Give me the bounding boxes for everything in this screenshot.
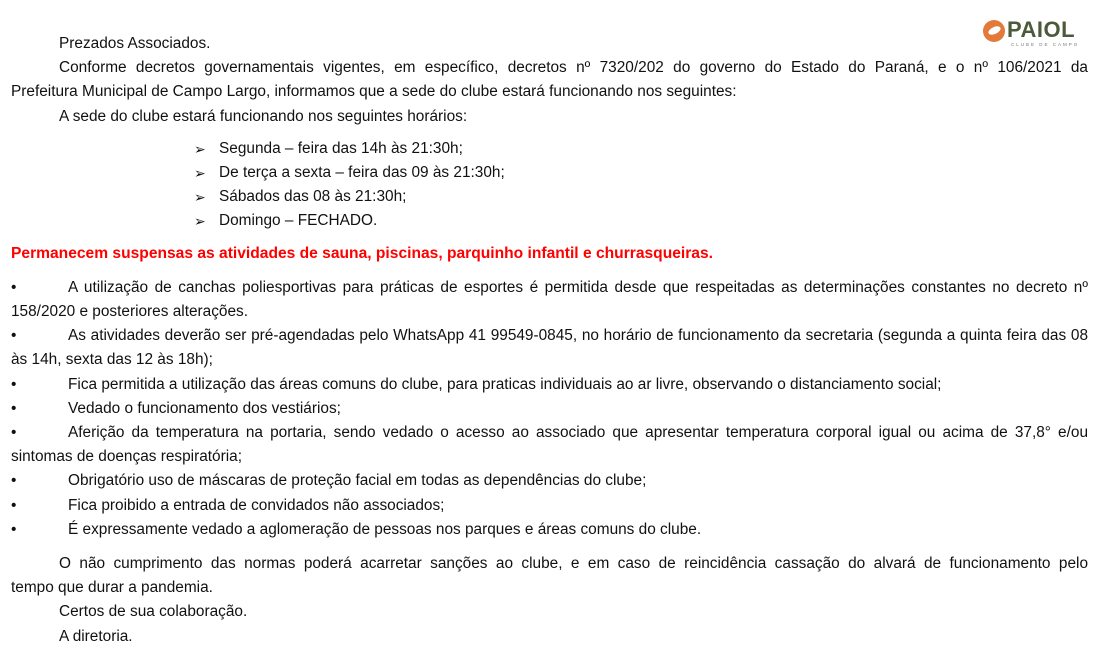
rule-item [11,494,1088,518]
hours-item [11,161,1088,185]
intro-line-1: Conforme decretos governamentais vigentes, em específico, decretos nº 7320/202 do governo do Estado do Paraná, e o nº 106/2021 da [59,59,1088,77]
rule-item [11,397,1088,421]
rule-text: Fica proibido a entrada de convidados não associados; [68,496,445,514]
rule-item [11,324,1088,372]
rule-item [11,276,1088,324]
rules-list [11,276,1088,542]
logo-subtitle: CLUBE DE CAMPO [1011,42,1080,47]
hours-intro: A sede do clube estará funcionando nos seguintes horários: [59,107,468,125]
hours-item [11,209,1088,233]
arrow-bullet-icon: ➢ [194,189,206,206]
bullet-icon: • [11,496,17,514]
closing-line-2: tempo que durar a pandemia. [11,579,213,597]
arrow-bullet-icon: ➢ [194,213,206,230]
rule-item [11,373,1088,397]
bullet-icon: • [11,278,17,296]
rule-text: As atividades deverão ser pré-agendadas pelo WhatsApp 41 99549-0845, no horário de funcionamento da secretaria (segunda a quinta feira das 08 às 14h, sexta das 12 às 18h); [11,327,1088,369]
suspended-notice: Permanecem suspensas as atividades de sauna, piscinas, parquinho infantil e churrasqueiras. [11,244,713,262]
bullet-icon: • [11,472,17,490]
arrow-bullet-icon: ➢ [194,165,206,182]
bullet-icon: • [11,424,17,442]
hours-text: Domingo – FECHADO. [219,212,378,230]
rule-text: Vedado o funcionamento dos vestiários; [68,399,341,417]
closing-line-1: O não cumprimento das normas poderá acarretar sanções ao clube, e em caso de reincidência cassação do alvará de funcionamento pelo [59,555,1088,573]
notice-document [11,32,1088,649]
bullet-icon: • [11,375,17,393]
logo-word: PAIOL [1007,17,1076,42]
intro-line-2: Prefeitura Municipal de Campo Largo, informamos que a sede do clube estará funcionando nos seguintes: [11,83,737,101]
hours-list [11,137,1088,234]
rule-text: Fica permitida a utilização das áreas comuns do clube, para praticas individuais ao ar livre, observando o distanciamento social; [68,375,942,393]
bullet-icon: • [11,399,17,417]
rule-item [11,421,1088,469]
hours-item [11,137,1088,161]
rule-item [11,518,1088,542]
hours-text: Segunda – feira das 14h às 21:30h; [219,139,463,157]
rule-item [11,469,1088,493]
greeting: Prezados Associados. [59,35,211,52]
bullet-icon: • [11,520,17,538]
hours-text: Sábados das 08 às 21:30h; [219,188,407,206]
rule-text: Obrigatório uso de máscaras de proteção facial em todas as dependências do clube; [68,472,647,490]
rule-text: É expressamente vedado a aglomeração de pessoas nos parques e áreas comuns do clube. [68,520,702,538]
thanks: Certos de sua colaboração. [59,603,248,621]
rule-text: Aferição da temperatura na portaria, sendo vedado o acesso ao associado que apresentar temperatura corporal igual ou acima de 37,8° e/ou sintomas de doenças respiratória; [11,424,1088,466]
hours-item [11,185,1088,209]
rule-text: A utilização de canchas poliesportivas para práticas de esportes é permitida desde que respeitadas as determinações constantes no decreto nº 158/2020 e posteriores alterações. [11,278,1088,321]
hours-text: De terça a sexta – feira das 09 às 21:30h; [219,164,505,182]
signature: A diretoria. [59,627,133,645]
arrow-bullet-icon: ➢ [194,140,206,157]
bullet-icon: • [11,327,17,345]
